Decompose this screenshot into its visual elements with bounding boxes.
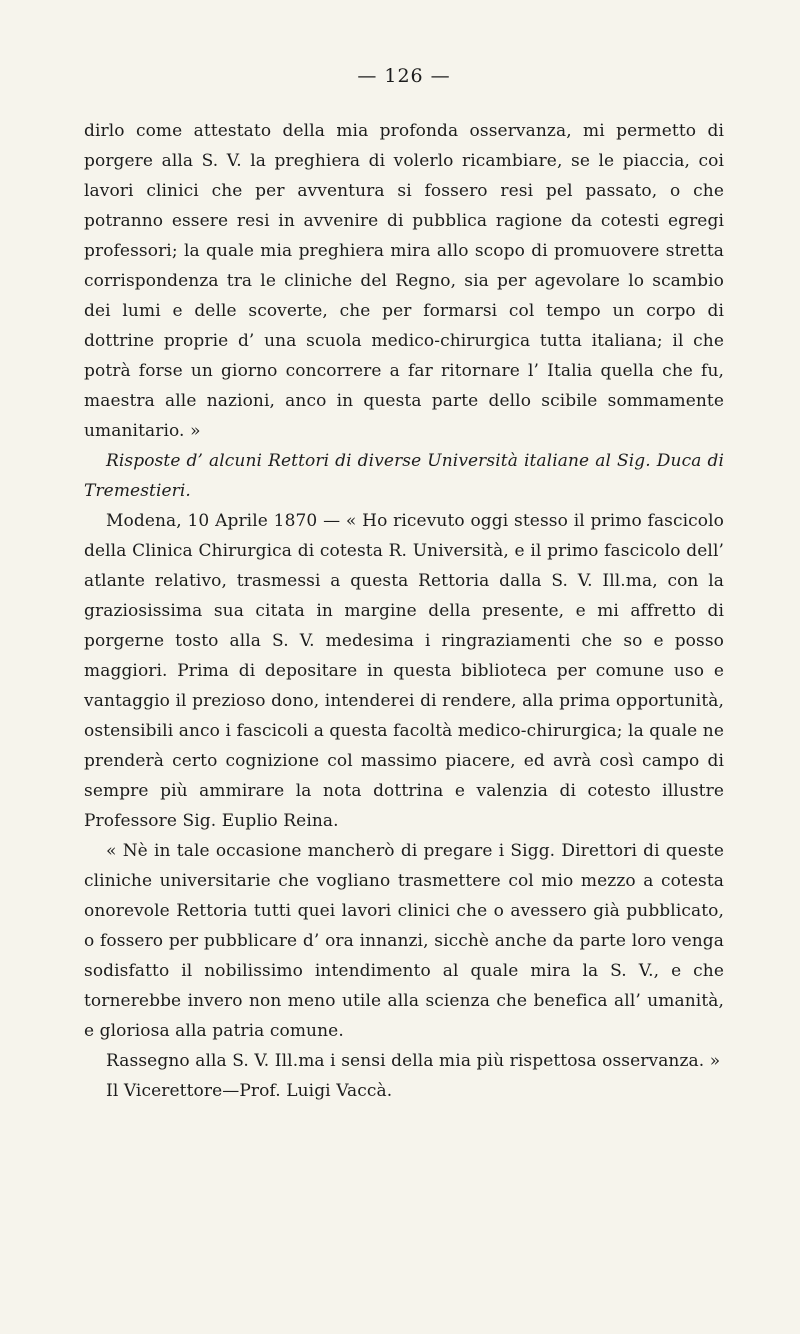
letter-paragraph: « Nè in tale occasione mancherò di pregare i Sigg. Direttori di queste cliniche universitarie che vogliano trasmettere col mio mezzo a cotesta onorevole Rettoria tutti quei lavori clinici che o avessero già pubblicato, o fossero per pubblicare d’ ora innanzi, sicchè anche da parte loro venga sodisfatto il nobilissimo intendimento al quale mira la S. V., e che tornerebbe invero non meno utile alla scienza che benefica all’ umanità, e gloriosa alla patria comune. bbox=[84, 841, 724, 1041]
letter-paragraph: Modena, 10 Aprile 1870 — « Ho ricevuto oggi stesso il primo fascicolo della Clinica Chirurgica di cotesta R. Università, e il primo fascicolo dell’ atlante relativo, trasmessi a questa Rettoria dalla S. V. Ill.ma, con la graziosissima sua citata in margine della presente, e mi affretto di porgerne tosto alla S. V. medesima i ringraziamenti che so e posso maggiori. Prima di depositare in questa biblioteca per comune uso e vantaggio il prezioso dono, intenderei di rendere, alla prima opportunità, ostensibili anco i fascicoli a questa facoltà medico-chirurgica; la quale ne prenderà certo cognizione col massimo piacere, ed avrà così campo di sempre più ammirare la nota dottrina e valenzia di cotesto illustre Professore Sig. Euplio Reina. bbox=[84, 511, 724, 831]
paragraph-continuation: dirlo come attestato della mia profonda osservanza, mi permetto di porgere alla S. V. la preghiera di volerlo ricambiare, se le piaccia, coi lavori clinici che per avventura si fossero resi pel passato, o che potranno essere resi in avvenire di pubblica ragione da cotesti egregi professori; la quale mia preghiera mira allo scopo di promuovere stretta corrispondenza tra le cliniche del Regno, sia per agevolare lo scambio dei lumi e delle scoverte, che per formarsi col tempo un corpo di dottrine proprie d’ una scuola medico-chirurgica tutta italiana; il che potrà forse un giorno concorrere a far ritornare l’ Italia quella che fu, maestra alle nazioni, anco in questa parte dello scibile sommamente umanitario. » bbox=[84, 121, 724, 441]
page-number: — 126 — bbox=[357, 65, 451, 87]
section-heading: Risposte d’ alcuni Rettori di diverse Università italiane al Sig. Duca di Tremestieri. bbox=[84, 451, 724, 501]
closing-paragraph: Rassegno alla S. V. Ill.ma i sensi della mia più rispettosa osservanza. » bbox=[106, 1051, 721, 1071]
body-text bbox=[84, 116, 724, 1106]
signature-line: Il Vicerettore—Prof. Luigi Vaccà. bbox=[106, 1081, 393, 1101]
